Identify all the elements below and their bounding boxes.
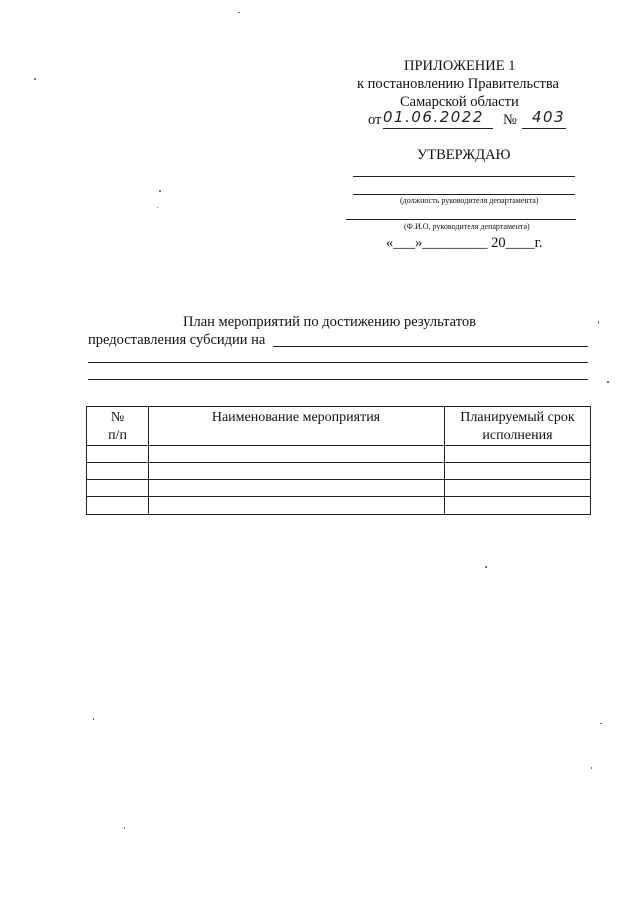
header-deadline-sub: исполнения — [482, 428, 553, 443]
date-prefix: от — [368, 112, 382, 128]
name-caption: (Ф.И.О. руководителя департамента) — [404, 222, 530, 231]
scan-speck — [591, 767, 592, 769]
scan-speck — [485, 566, 487, 568]
header-number-sub: п/п — [108, 428, 127, 443]
scan-speck — [600, 723, 602, 724]
table-row — [87, 496, 590, 497]
header-name: Наименование мероприятия — [211, 410, 381, 425]
approval-title: УТВЕРЖДАЮ — [417, 147, 511, 163]
scan-speck — [607, 381, 609, 383]
number-prefix: № — [503, 112, 517, 128]
header-number: № — [110, 410, 125, 425]
plan-subtitle: предоставления субсидии на — [88, 332, 266, 348]
handwritten-number: 403 — [532, 108, 566, 126]
approval-line-3 — [346, 219, 576, 220]
subsidy-line-3 — [88, 379, 588, 380]
region-line: Самарской области — [400, 94, 519, 110]
approval-line-2 — [353, 194, 575, 195]
scan-speck — [93, 718, 94, 720]
number-underline — [522, 128, 566, 129]
scan-speck — [124, 827, 125, 829]
date-underline — [383, 128, 493, 129]
appendix-title: ПРИЛОЖЕНИЕ 1 — [404, 58, 516, 74]
plan-table — [86, 406, 591, 515]
resolution-line: к постановлению Правительства — [357, 76, 559, 92]
subsidy-line-2 — [88, 362, 588, 363]
handwritten-date: 01.06.2022 — [383, 108, 484, 126]
position-caption: (должность руководителя департамента) — [400, 196, 539, 205]
header-deadline: Планируемый срок — [460, 410, 575, 425]
table-row — [87, 479, 590, 480]
plan-title: План мероприятий по достижению результатов — [183, 314, 476, 330]
scan-speck — [159, 190, 161, 192]
scan-speck — [34, 78, 36, 80]
table-row — [87, 462, 590, 463]
scan-speck — [238, 12, 240, 13]
approval-date-line: «___»_________ 20____г. — [386, 235, 543, 251]
approval-line-1 — [353, 176, 575, 177]
subsidy-line-1 — [273, 346, 588, 347]
scan-speck — [157, 207, 158, 208]
scan-speck — [598, 321, 599, 324]
table-row — [87, 445, 590, 446]
